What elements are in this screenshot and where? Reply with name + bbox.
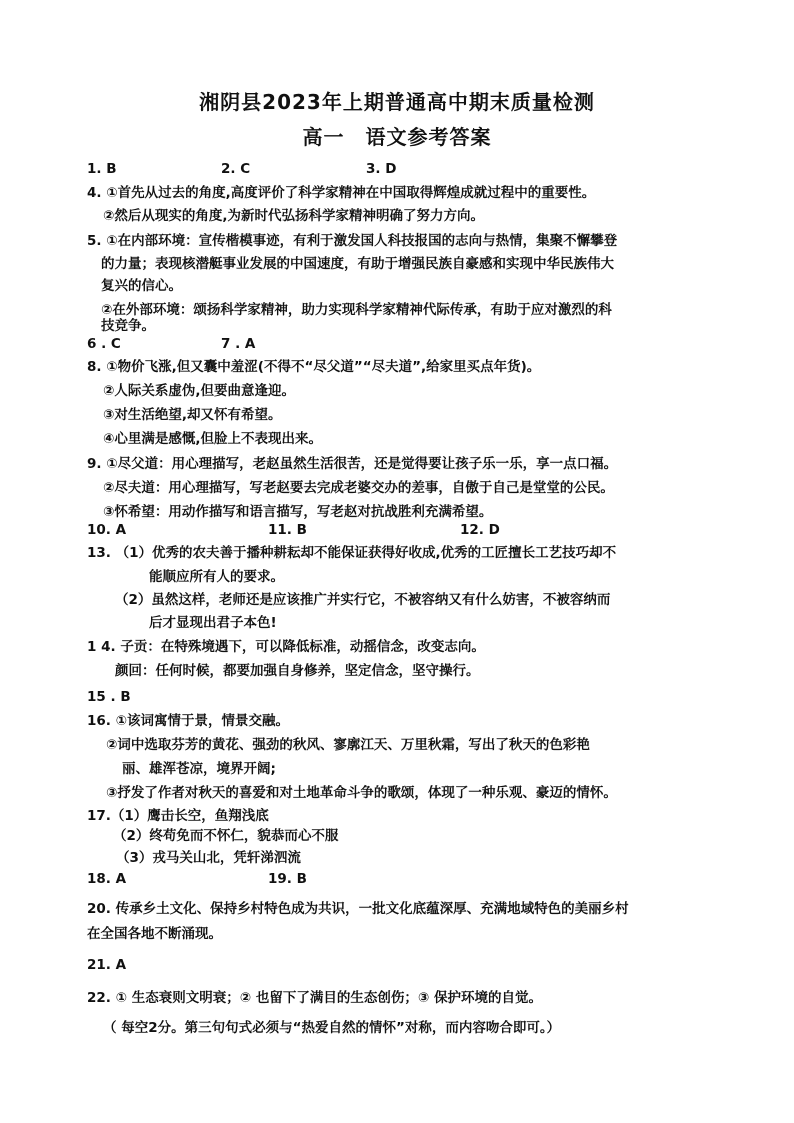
answer-3: 3. D <box>366 161 397 177</box>
answer-14-line1: 1 4. 子贡：在特殊境遇下，可以降低标准，动摇信念，改变志向。 <box>87 639 485 655</box>
answer-17-line2: （2）终苟免而不怀仁，貌恭而心不服 <box>113 828 339 844</box>
answer-2: 2. C <box>221 161 251 177</box>
answer-5-line2: 的力量；表现核潜艇事业发展的中国速度，有助于增强民族自豪感和实现中华民族伟大 <box>101 256 614 272</box>
answer-13-line4: 后才显现出君子本色! <box>149 615 277 631</box>
answer-8-line4: ④心里满是感慨,但脸上不表现出来。 <box>103 431 323 447</box>
answer-8-line2: ②人际关系虚伪,但要曲意逢迎。 <box>103 383 296 399</box>
answer-17-line3: （3）戎马关山北，凭轩涕泗流 <box>116 850 301 866</box>
page-title: 湘阴县2023年上期普通高中期末质量检测 <box>199 90 595 114</box>
scoring-note: （ 每空2分。第三句句式必须与“热爱自然的情怀”对称，而内容吻合即可。） <box>103 1020 561 1036</box>
answer-5-line5: 技竞争。 <box>101 318 155 334</box>
answer-11: 11. B <box>268 522 307 538</box>
answer-16-line4: ③抒发了作者对秋天的喜爱和对土地革命斗争的歌颂，体现了一种乐观、豪迈的情怀。 <box>106 785 617 801</box>
answer-8-line1: 8. ①物价飞涨,但又囊中羞涩(不得不“尽父道”“尽夫道”,给家里买点年货)。 <box>87 359 541 375</box>
answer-5-line4: ②在外部环境：颂扬科学家精神，助力实现科学家精神代际传承，有助于应对激烈的科 <box>101 302 612 318</box>
answer-14-line2: 颜回：任何时候，都要加强自身修养，坚定信念，坚守操行。 <box>115 663 480 679</box>
answer-18: 18. A <box>87 871 127 887</box>
answer-5-line3: 复兴的信心。 <box>101 278 182 294</box>
answer-12: 12. D <box>460 522 500 538</box>
answer-16-line3: 丽、雄浑苍凉，境界开阔; <box>122 761 276 777</box>
answer-1: 1. B <box>87 161 117 177</box>
answer-13-line2: 能顺应所有人的要求。 <box>149 569 284 585</box>
answer-19: 19. B <box>268 871 307 887</box>
answer-9-line2: ②尽夫道：用心理描写，写老赵要去完成老婆交办的差事，自傲于自己是堂堂的公民。 <box>103 480 614 496</box>
answer-20-line1: 20. 传承乡土文化、保持乡村特色成为共识，一批文化底蕴深厚、充满地域特色的美丽乡村 <box>87 901 629 917</box>
answer-4-line1: 4. ①首先从过去的角度,高度评价了科学家精神在中国取得辉煌成就过程中的重要性。 <box>87 185 596 201</box>
answer-15: 15 . B <box>87 689 131 705</box>
answer-13-line1: 13. （1）优秀的农夫善于播种耕耘却不能保证获得好收成,优秀的工匠擅长工艺技巧却不 <box>87 545 617 561</box>
answer-13-line3: （2）虽然这样，老师还是应该推广并实行它，不被容纳又有什么妨害，不被容纳而 <box>115 592 611 608</box>
answer-9-line3: ③怀希望：用动作描写和语言描写，写老赵对抗战胜利充满希望。 <box>103 504 493 520</box>
page-subtitle: 高一 语文参考答案 <box>302 125 492 149</box>
answer-5-line1: 5. ①在内部环境：宣传楷模事迹，有利于激发国人科技报国的志向与热情，集聚不懈攀登 <box>87 233 618 249</box>
answer-4-line2: ②然后从现实的角度,为新时代弘扬科学家精神明确了努力方向。 <box>103 208 485 224</box>
answer-16-line1: 16. ①该词寓情于景，情景交融。 <box>87 713 290 729</box>
answer-8-line3: ③对生活绝望,却又怀有希望。 <box>103 407 282 423</box>
answer-7: 7 . A <box>221 336 256 352</box>
answer-20-line2: 在全国各地不断涌现。 <box>87 926 222 942</box>
answer-17-line1: 17.（1）鹰击长空，鱼翔浅底 <box>87 808 269 824</box>
answer-6: 6 . C <box>87 336 121 352</box>
answer-16-line2: ②词中选取芬芳的黄花、强劲的秋风、寥廓江天、万里秋霜，写出了秋天的色彩艳 <box>106 737 590 753</box>
answer-22: 22. ① 生态衰则文明衰；② 也留下了满目的生态创伤；③ 保护环境的自觉。 <box>87 990 543 1006</box>
answer-21: 21. A <box>87 957 127 973</box>
answer-10: 10. A <box>87 522 127 538</box>
answer-9-line1: 9. ①尽父道：用心理描写，老赵虽然生活很苦，还是觉得要让孩子乐一乐，享一点口福。 <box>87 456 618 472</box>
